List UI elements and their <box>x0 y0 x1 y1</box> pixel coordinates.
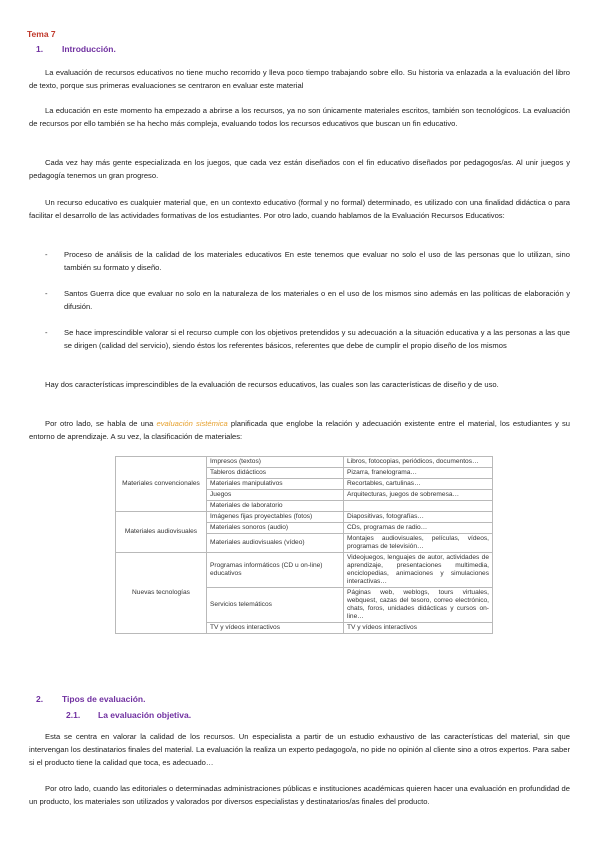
bullet-item <box>47 326 570 352</box>
examples-cell: CDs, programas de radio… <box>344 523 493 534</box>
section-2-1-heading <box>66 710 191 720</box>
type-cell: Materiales sonoros (audio) <box>207 523 344 534</box>
materials-classification-table <box>115 456 493 634</box>
type-cell: Materiales manipulativos <box>207 479 344 490</box>
examples-cell: Pizarra, franelograma… <box>344 468 493 479</box>
examples-cell: TV y vídeos interactivos <box>344 623 493 634</box>
bullet-dash: - <box>45 250 48 259</box>
examples-cell: Páginas web, weblogs, tours virtuales, webquest, cazas del tesoro, correo electrónico, chats, foros, unidades didácticas y cursos on-line… <box>344 588 493 623</box>
section-2-heading <box>36 694 145 704</box>
examples-cell: Diapositivas, fotografías… <box>344 512 493 523</box>
tema-heading: Tema 7 <box>27 29 56 39</box>
bullet-dash: - <box>45 289 48 298</box>
bullet-dash: - <box>45 328 48 337</box>
category-cell: Materiales audiovisuales <box>116 512 207 553</box>
type-cell: Juegos <box>207 490 344 501</box>
section-1-title: Introducción. <box>62 44 116 54</box>
examples-cell: Videojuegos, lenguajes de autor, actividades de aprendizaje, presentaciones multimedia, enciclopedias, animaciones y simulaciones interactivas… <box>344 553 493 588</box>
paragraph-6-end: planificada que englobe la relación y adecuación existente entre el material, los estudiantes y su entorno de aprendizaje. A su vez, la clasificación de materiales: <box>29 419 570 441</box>
bullet-text: Proceso de análisis de la calidad de los materiales educativos En este tenemos que evaluar no solo el uso de las personas que lo utilizan, sino también su formato y diseño. <box>64 250 570 272</box>
table-row <box>116 512 493 523</box>
paragraph-6 <box>29 417 570 443</box>
section-2-number: 2. <box>36 694 44 704</box>
type-cell: Impresos (textos) <box>207 457 344 468</box>
section-2-1-number: 2.1. <box>66 710 81 720</box>
examples-cell: Recortables, cartulinas… <box>344 479 493 490</box>
section-1-number: 1. <box>36 44 44 54</box>
examples-cell: Libros, fotocopias, periódicos, documentos… <box>344 457 493 468</box>
section-1-heading <box>36 44 116 54</box>
bullet-item <box>47 248 570 274</box>
table-row <box>116 457 493 468</box>
examples-cell: Montajes audiovisuales, películas, vídeos, programas de televisión… <box>344 534 493 553</box>
paragraph-3: Cada vez hay más gente especializada en los juegos, que cada vez están diseñados con el fin educativo diseñados por pedagogos/as. Al unir juegos y pedagogía tenemos un gran progreso. <box>29 158 570 180</box>
section-2-1-title: La evaluación objetiva. <box>98 710 192 720</box>
category-cell: Materiales convencionales <box>116 457 207 512</box>
table-row <box>116 553 493 588</box>
type-cell: Tableros didácticos <box>207 468 344 479</box>
paragraph-1: La evaluación de recursos educativos no tiene mucho recorrido y lleva poco tiempo trabajando sobre ello. Su historia va enlazada a la evaluación del libro de texto, porque sus primeras evaluaciones se centraron en evaluar este material <box>29 68 570 90</box>
type-cell: Programas informáticos (CD u on-line) educativos <box>207 553 344 588</box>
type-cell: Materiales audiovisuales (vídeo) <box>207 534 344 553</box>
paragraph-7: Esta se centra en valorar la calidad de los recursos. Un especialista a partir de un estudio exhaustivo de las características del material, sin que intervengan los destinatarios finales del material. La evaluación la realiza un experto pedagogo/a, no pide no opinión al cliente sino a otros expertos. Para saber si el producto tiene la calidad que toca, es adecuado… <box>29 732 570 767</box>
paragraph-8: Por otro lado, cuando las editoriales o determinadas administraciones públicas e instituciones académicas quieren hacer una evaluación en profundidad de un producto, los materiales son utilizados y valorados por diversos especialistas y destinatarios/as finales del producto. <box>29 784 570 806</box>
paragraph-5: Hay dos características imprescindibles de la evaluación de recursos educativos, las cuales son las características de diseño y de uso. <box>45 380 499 389</box>
paragraph-6-start: Por otro lado, se habla de una <box>45 419 157 428</box>
bullet-text: Se hace imprescindible valorar si el recurso cumple con los objetivos pretendidos y su adecuación a la situación educativa y a las personas a las que se dirigen (calidad del servicio), siendo éstos los referentes básicos, referentes que debe de cumplir el propio diseño de los mismos <box>64 328 570 350</box>
bullet-item <box>47 287 570 313</box>
paragraph-4: Un recurso educativo es cualquier material que, en un contexto educativo (formal y no formal) determinado, es utilizado con una finalidad didáctica o para facilitar el desarrollo de las actividades formativas de los estudiantes. Por otro lado, cuando hablamos de la Evaluación Recursos Educativos: <box>29 198 570 220</box>
type-cell: Servicios telemáticos <box>207 588 344 623</box>
examples-cell: Arquitecturas, juegos de sobremesa… <box>344 490 493 501</box>
category-cell: Nuevas tecnologías <box>116 553 207 634</box>
paragraph-2: La educación en este momento ha empezado a abrirse a los recursos, ya no son únicamente materiales escritos, también son tecnológicos. La evaluación de recursos por ello también se ha hecho más compleja, evaluando todos los recursos educativos que buscan un fin educativo. <box>29 106 570 128</box>
section-2-title: Tipos de evaluación. <box>62 694 146 704</box>
type-cell: Materiales de laboratorio <box>207 501 344 512</box>
bullet-text: Santos Guerra dice que evaluar no solo en la naturaleza de los materiales o en el uso de los mismos sino además en las políticas de elaboración y difusión. <box>64 289 570 311</box>
type-cell: TV y vídeos interactivos <box>207 623 344 634</box>
type-cell: Imágenes fijas proyectables (fotos) <box>207 512 344 523</box>
highlighted-term: evaluación sistémica <box>156 419 228 428</box>
examples-cell <box>344 501 493 512</box>
